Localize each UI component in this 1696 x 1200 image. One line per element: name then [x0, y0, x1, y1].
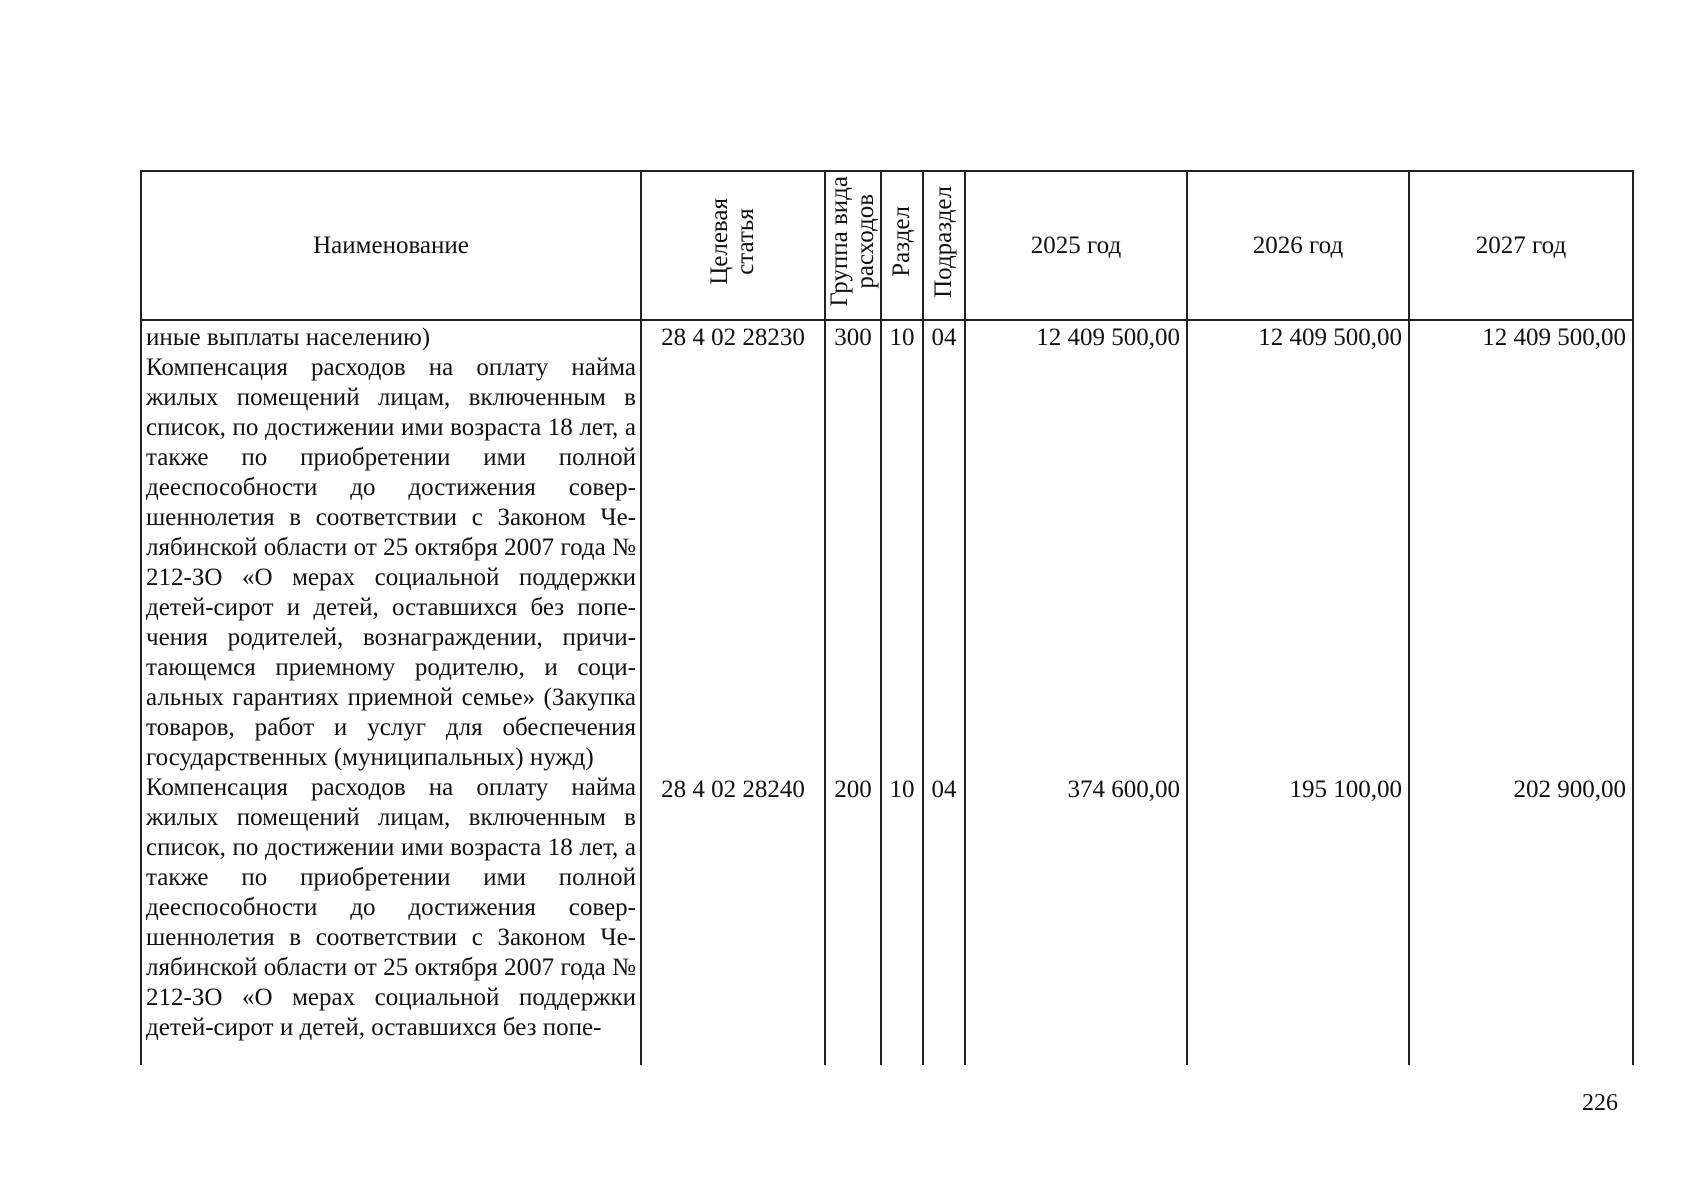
- section-cell: [881, 320, 923, 1065]
- header-year-2026: 2026 год: [1187, 171, 1409, 320]
- header-year-2027: 2027 год: [1409, 171, 1633, 320]
- expense-group-cell: [825, 320, 881, 1065]
- row-1-year-2026: 12 409 500,00: [1258, 324, 1402, 351]
- row-2-subsection: 04: [931, 776, 957, 803]
- table-header-row: [141, 171, 1633, 320]
- year-2025-cell: [965, 320, 1187, 1065]
- budget-table: [140, 170, 1634, 1065]
- row-1-target-article: 28 4 02 28230: [661, 324, 805, 351]
- header-expense-group: Группа вида расходов: [825, 171, 881, 320]
- row-1-expense-group: 300: [834, 324, 872, 351]
- header-name: Наименование: [141, 171, 641, 320]
- row-2-section: 10: [889, 776, 915, 803]
- header-subsection: Подраздел: [923, 171, 965, 320]
- row-2-year-2026: 195 100,00: [1289, 776, 1402, 803]
- header-year-2025: 2025 год: [965, 171, 1187, 320]
- subsection-cell: [923, 320, 965, 1065]
- row-2-year-2025: 374 600,00: [1067, 776, 1180, 803]
- row-2-year-2027: 202 900,00: [1513, 776, 1626, 803]
- year-2027-cell: [1409, 320, 1633, 1065]
- year-2026-cell: [1187, 320, 1409, 1065]
- header-section: Раздел: [881, 171, 923, 320]
- name-cell: [141, 320, 641, 1065]
- row-2-expense-group: 200: [834, 776, 872, 803]
- name-text: иные выплаты населению) Компенсация расходов на оплату найма жилых помещений лицам, включенным в список, по достижении ими возраста 18 лет, а также по приобретении ими полной дееспособности до достижения совершеннолетия в соответствии с Законом Челябинской области от 25 октября 2007 года № 212-ЗО «О мерах социальной поддержки детей-сирот и детей, оставшихся без попечения родителей, вознаграждении, причитающемся приемному родителю, и социальных гарантиях приемной семье» (Закупка товаров, работ и услуг для обеспечения государственных (муниципальных) нужд) Компенсация расходов на оплату найма жилых помещений лицам, включенным в список, по достижении ими возраста 18 лет, а также по приобретении ими полной дееспособности до достижения совершеннолетия в соответствии с Законом Челябинской области от 25 октября 2007 года № 212-ЗО «О мерах социальной поддержки детей-сирот и детей, оставшихся без попе-: [146, 324, 636, 1041]
- row-2-target-article: 28 4 02 28240: [661, 776, 805, 803]
- row-1-year-2027: 12 409 500,00: [1482, 324, 1626, 351]
- header-target-article: Целевая статья: [641, 171, 825, 320]
- table-body-row: [141, 320, 1633, 1065]
- page-number: 226: [1582, 1090, 1618, 1116]
- row-1-subsection: 04: [931, 324, 957, 351]
- row-1-year-2025: 12 409 500,00: [1036, 324, 1180, 351]
- row-1-section: 10: [889, 324, 915, 351]
- target-article-cell: [641, 320, 825, 1065]
